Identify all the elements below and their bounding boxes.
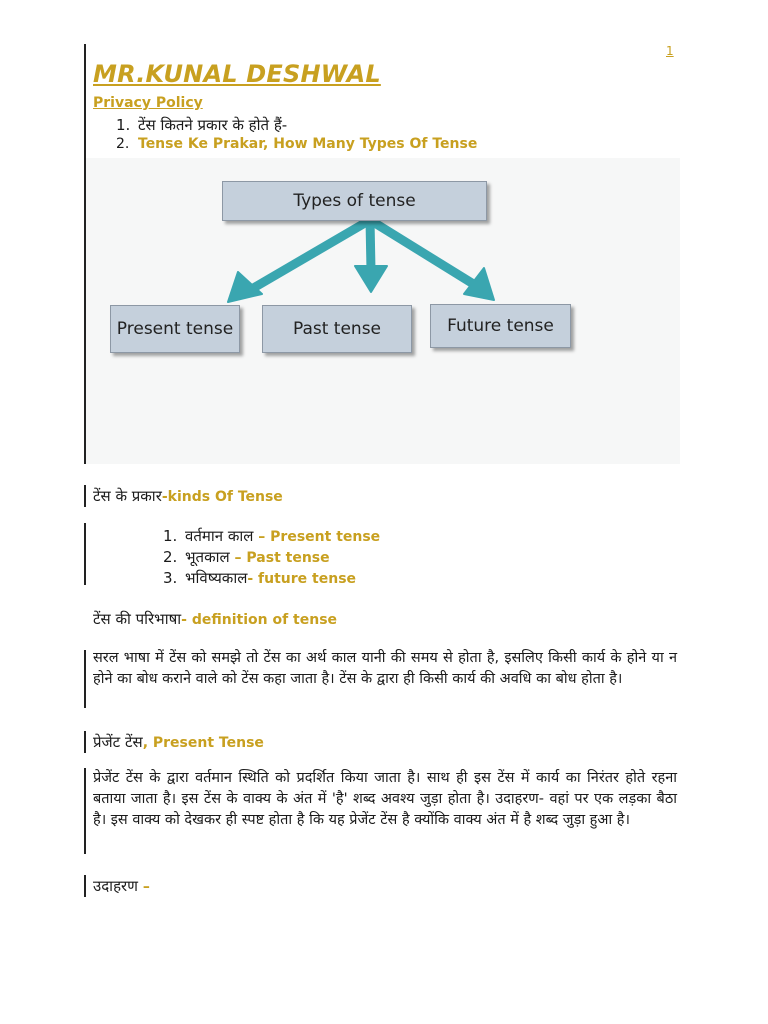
diagram-box-past-tense — [262, 305, 412, 353]
arrowhead-middle — [355, 266, 387, 292]
toc-number: 1. — [116, 116, 131, 134]
list-item — [163, 547, 330, 567]
toc-number: 2. — [116, 136, 130, 152]
list-english: – Present tense — [253, 529, 381, 545]
diagram-box-types-of-tense — [222, 181, 487, 221]
present-tense-heading — [93, 732, 264, 752]
heading-english: , Present Tense — [142, 735, 264, 751]
diagram-label: Types of tense — [293, 191, 416, 211]
list-number: 1. — [163, 527, 178, 545]
diagram-label: Present tense — [116, 319, 234, 339]
list-english: – Past tense — [229, 550, 330, 566]
list-english: - future tense — [247, 571, 357, 587]
list-number: 3. — [163, 569, 178, 587]
toc-text: टेंस कितने प्रकार के होते हैं- — [138, 116, 288, 134]
diagram-box-future-tense — [430, 304, 571, 348]
heading-hindi: उदाहरण — [93, 877, 139, 895]
list-hindi: वर्तमान काल — [185, 527, 254, 545]
diagram-label: Past tense — [292, 319, 382, 339]
diagram-label: Future tense — [447, 316, 554, 336]
list-number: 2. — [163, 548, 178, 566]
example-heading — [93, 876, 150, 896]
present-tense-paragraph: प्रेजेंट टेंस के द्वारा वर्तमान स्थिति को प्रदर्शित किया जाता है। साथ ही इस टेंस में कार्य का निरंतर होते रहना बताया जाता है। इस टेंस के वाक्य के अंत में 'है' शब्द अवश्य जुड़ा होता है। उदाहरण- वहां पर एक लड़का बैठा है। इस वाक्य को देखकर ही स्पष्ट होता है कि यह प्रेजेंट टेंस है क्योंकि वाक्य अंत में है शब्द जुड़ा हुआ है। — [93, 770, 677, 828]
definition-heading — [93, 609, 337, 629]
page-number[interactable]: 1 — [666, 44, 674, 58]
list-hindi: भूतकाल — [185, 548, 230, 566]
arrow-right — [370, 220, 475, 285]
arrow-left — [250, 220, 370, 290]
heading-english: -kinds Of Tense — [161, 489, 283, 505]
heading-hindi: प्रेजेंट टेंस — [93, 733, 143, 751]
kinds-heading — [93, 486, 283, 506]
heading-hindi: टेंस की परिभाषा — [93, 610, 182, 628]
list-hindi: भविष्यकाल — [185, 569, 248, 587]
definition-paragraph: सरल भाषा में टेंस को समझे तो टेंस का अर्थ काल यानी की समय से होता है, इसलिए किसी कार्य के होने या न होने का बोध कराने वाले को टेंस कहा जाता है। टेंस के द्वारा ही किसी कार्य की अवधि का बोध होता है। — [93, 650, 677, 687]
list-item — [163, 526, 380, 546]
arrow-middle — [370, 220, 371, 270]
heading-english: – — [138, 879, 150, 895]
diagram-box-present-tense — [110, 305, 240, 353]
heading-hindi: टेंस के प्रकार — [93, 487, 162, 505]
toc-text: Tense Ke Prakar, How Many Types Of Tense — [138, 136, 478, 152]
list-item — [163, 568, 356, 588]
heading-english: - definition of tense — [181, 612, 338, 628]
privacy-policy-link[interactable]: Privacy Policy — [93, 95, 203, 111]
author-title: MR.KUNAL DESHWAL — [93, 60, 381, 88]
